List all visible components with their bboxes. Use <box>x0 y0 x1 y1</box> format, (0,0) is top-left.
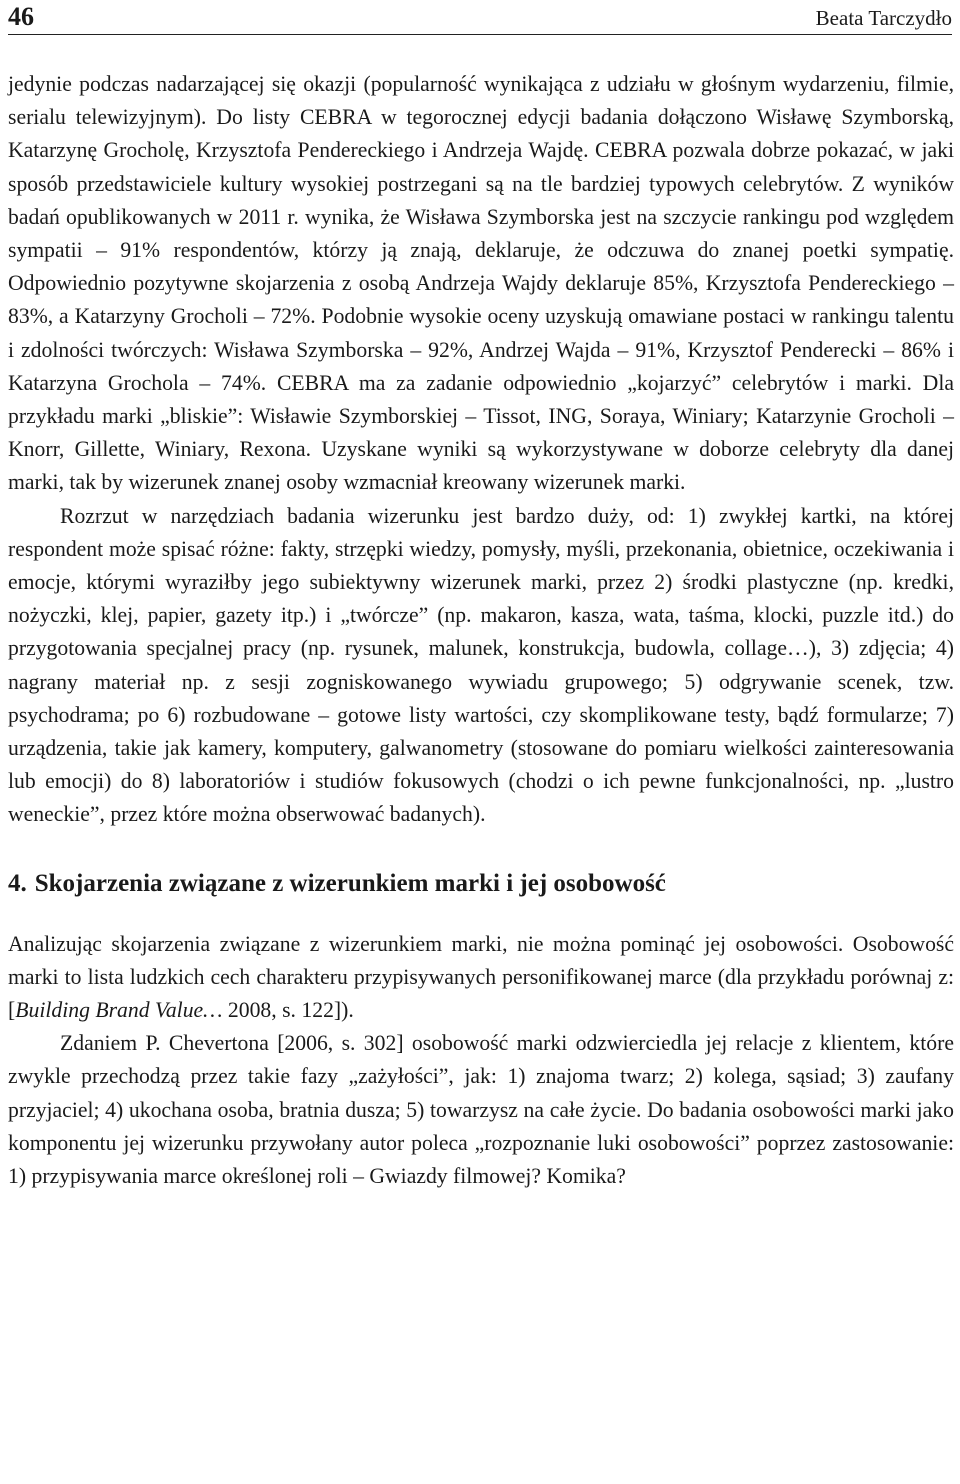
paragraph-brand-personality <box>8 928 954 1028</box>
paragraph-cebra: jedynie podczas nadarzającej się okazji (popularność wynikająca z udziału w głośnym wydarzeniu, filmie, serialu telewizyjnym). Do listy CEBRA w tegorocznej edycji badania dołączono Wisławę Szymborską, Katarzynę Grocholę, Krzysztofa Pendereckiego i Andrzeja Wajdę. CEBRA pozwala dobrze pokazać, w jaki sposób przedstawiciele kultury wysokiej postrzegani są na tle bardziej typowych celebrytów. Z wyników badań opublikowanych w 2011 r. wynika, że Wisława Szymborska jest na szczycie rankingu pod względem sympatii – 91% respondentów, którzy ją znają, deklaruje, że odczuwa do znanej poetki sympatię. Odpowiednio pozytywne skojarzenia z osobą Andrzeja Wajdy deklaruje 85%, Krzysztofa Pendereckiego – 83%, a Katarzyny Grocholi – 72%. Podobnie wysokie oceny uzyskują omawiane postaci w rankingu talentu i zdolności twórczych: Wisława Szymborska – 92%, Andrzej Wajda – 91%, Krzysztof Penderecki – 86% i Katarzyna Grochola – 74%. CEBRA ma za zadanie odpowiednio „kojarzyć” celebrytów i marki. Dla przykładu marki „bliskie”: Wisławie Szymborskiej – Tissot, ING, Soraya, Winiary; Katarzynie Grocholi – Knorr, Gillette, Winiary, Rexona. Uzyskane wyniki są wykorzystywane w doborze celebryty dla danej marki, tak by wizerunek znanej osoby wzmacniał kreowany wizerunek marki. <box>8 72 954 495</box>
paragraph-brand-personality-text: Analizując skojarzenia związane z wizerunkiem marki, nie można pominąć jej osobowości. Osobowość marki to lista ludzkich cech charakteru przypisywanych personifikowanej marce (dla przykładu porównaj z: [ <box>8 931 954 1023</box>
page-number: 46 <box>8 2 34 31</box>
running-head-author: Beata Tarczydło <box>815 6 952 30</box>
citation-tail: 2008, s. 122]). <box>222 998 354 1023</box>
body-text <box>8 68 954 1193</box>
paragraph-cheverton: Zdaniem P. Chevertona [2006, s. 302] osobowość marki odzwierciedla jej relacje z klientem, które zwykle przechodzą przez takie fazy „zażyłości”, jak: 1) znajoma twarz; 2) kolega, sąsiad; 3) zaufany przyjaciel; 4) ukochana osoba, bratnia dusza; 5) towarzysz na całe życie. Do badania osobowości marki jako komponentu jej wizerunku przywołany autor poleca „rozpoznanie luki osobowości” poprzez zastosowanie: 1) przypisywania marce określonej roli – Gwiazdy filmowej? Komika? <box>8 1031 954 1189</box>
section-heading <box>8 868 954 900</box>
page-header <box>8 0 952 35</box>
section-number: 4. <box>8 869 27 897</box>
section-title: Skojarzenia związane z wizerunkiem marki i jej osobowość <box>34 869 666 897</box>
citation-title: Building Brand Value… <box>15 998 223 1023</box>
paragraph-research-tools: Rozrzut w narzędziach badania wizerunku jest bardzo duży, od: 1) zwykłej kartki, na której respondent może spisać różne: fakty, strzępki wiedzy, pomysły, myśli, przekonania, obietnice, oczekiwania i emocje, którymi wyraziłby jego subiektywny wizerunek marki, przez 2) środki plastyczne (np. kredki, nożyczki, klej, papier, gazety itp.) i „twórcze” (np. makaron, kasza, wata, taśma, klocki, puzzle itd.) do przygotowania specjalnej pracy (np. rysunek, malunek, konstrukcja, budowla, collage…), 3) zdjęcia; 4) nagrany materiał np. z sesji zogniskowanego wywiadu grupowego; 5) odgrywanie scenek, tzw. psychodrama; po 6) rozbudowane – gotowe listy wartości, czy skomplikowane testy, bądź formularze; 7) urządzenia, takie jak kamery, komputery, galwanometry (stosowane do pomiaru wielkości zainteresowania lub emocji) do 8) laboratoriów i studiów fokusowych (chodzi o ich pewne funkcjonalności, np. „lustro weneckie”, przez które można obserwować badanych). <box>8 503 954 827</box>
